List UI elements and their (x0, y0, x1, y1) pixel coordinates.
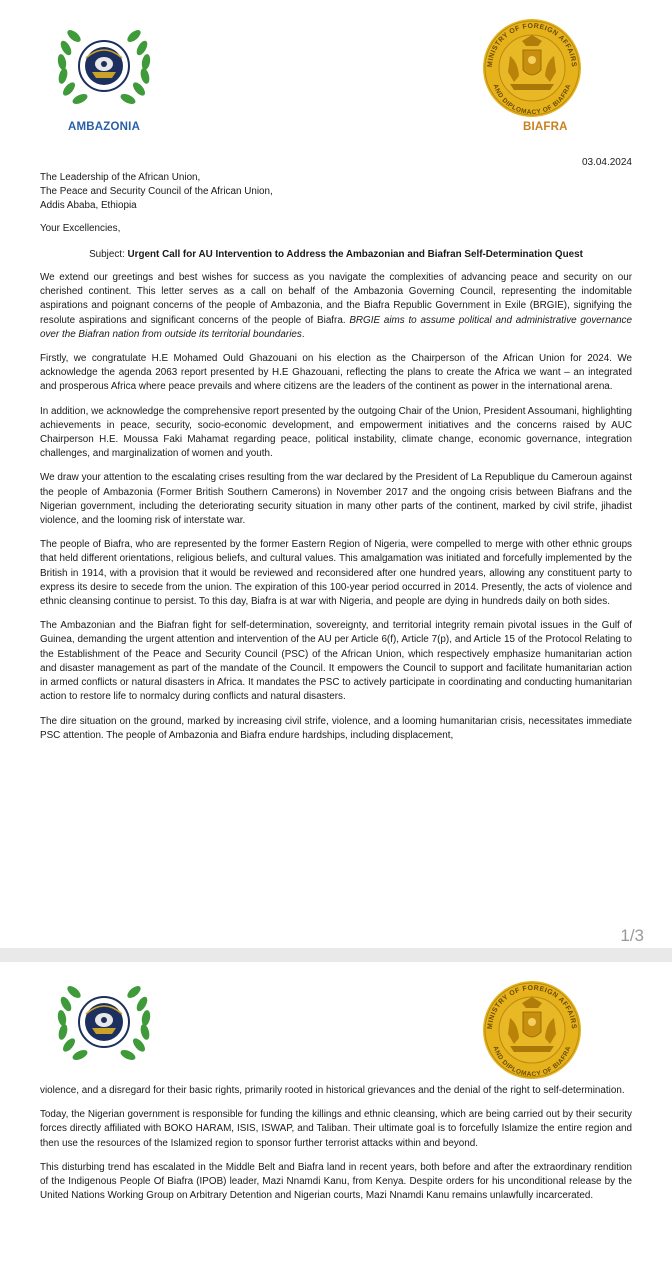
paragraph-crises: We draw your attention to the escalating crises resulting from the war declared by the President of La Republique du Cameroun against the people of Ambazonia (Former British Southern Camerons) in November 2017 and the ongoing crisis between Biafrans and the Nigerian government, including the deteriorating security situation in many other parts of the continent, marked by civil strife, jihadist violence, and the looming risk of interstate war. (40, 472, 632, 527)
letter-date: 03.04.2024 (581, 157, 632, 168)
seal-bottom-text: AND DIPLOMACY OF BIAFRA (491, 83, 573, 117)
paragraph-congratulations: Firstly, we congratulate H.E Mohamed Ould Ghazouani on his election as the Chairperson of the African Union for 2024. We acknowledge the agenda 2063 report presented by H.E Ghazouani, reflecting the plans to create the Africa we want – an integrated and prosperous Africa where peace prevails and where citizens are the leaders of the continent as power in the international arena. (40, 353, 632, 393)
subject-text: Urgent Call for AU Intervention to Address the Ambazonian and Biafran Self-Determination Quest (127, 248, 583, 260)
subject-label: Subject: (89, 248, 128, 260)
subject-line (40, 248, 632, 262)
salutation: Your Excellencies, (40, 222, 121, 234)
paragraph-self-determination: The Ambazonian and the Biafran fight for self-determination, sovereignty, and territorial integrity remain pivotal issues in the Gulf of Guinea, demanding the urgent attention and intervention of the AU per Article 6(f), Article 7(p), and Article 15 of the Protocol Relating to the Establishment of the Peace and Security Council (PSC) of the African Union, which respectively emphasize humanitarian action and disaster management as part of the mandate of the Council. It empowers the Council to support and facilitate humanitarian action in armed conflicts or natural disasters in Africa. It mandates the PSC to actively participate in coordinating and conducting humanitarian action to restore life to normalcy during conflicts and natural disasters. (40, 620, 632, 703)
biafra-seal (478, 14, 586, 127)
document-page-2 (0, 962, 672, 1280)
address-line: The Leadership of the African Union, (40, 172, 201, 183)
ambazonia-label: AMBAZONIA (68, 121, 141, 133)
address-line: The Peace and Security Council of the African Union, (40, 186, 273, 198)
ambazonia-emblem-icon (54, 976, 154, 1068)
letter-body-page-1 (40, 171, 632, 753)
paragraph-nigerian-government: Today, the Nigerian government is responsible for funding the killings and ethnic cleansing, which are being carried out by their security forces directly affiliated with BOKO HARAM, ISIS, ISWAP, and Taliban. Their ultimate goal is to forcefully Islamize the entire region and then use the resources of the Islamized region to sponsor further terrorist attacks within and beyond. (40, 1109, 632, 1149)
ambazonia-emblem-icon (54, 20, 154, 112)
seal-bottom-text: AND DIPLOMACY OF BIAFRA (491, 1045, 573, 1079)
ambazonia-logo (54, 976, 154, 1073)
paragraph-disturbing-trend: This disturbing trend has escalated in the Middle Belt and Biafra land in recent years, both before and after the extraordinary rendition of the Indigenous People Of Biafra (IPOB) leader, Mazi Nnamdi Kanu, from Kenya. Despite orders for his unconditional release by the United Nations Working Group on Arbitrary Detention and Nigerian courts, Mazi Nnamdi Kanu remains unlawfully incarcerated. (40, 1161, 632, 1202)
paragraph-dire-situation: The dire situation on the ground, marked by increasing civil strife, violence, and a looming humanitarian crisis, necessitates immediate PSC attention. The people of Ambazonia and Biafra endure hardships, including displacement, (40, 715, 632, 741)
letter-body-page-2 (40, 1084, 632, 1213)
paragraph-intro-italic: BRGIE aims to assume political and administrative governance over the Biafran nation from outside its territorial boundaries (40, 314, 632, 340)
biafra-seal-icon (478, 976, 586, 1084)
biafra-seal (478, 976, 586, 1089)
page-number: 1/3 (620, 926, 644, 945)
paragraph-intro-end: . (301, 328, 305, 340)
paragraph-acknowledgement: In addition, we acknowledge the comprehensive report presented by the outgoing Chair of the Union, President Assoumani, highlighting achievements in peace, security, socio-economic development, and empowerment initiatives and the concerns raised by AUC Chairperson H.E. Moussa Faki Mahamat regarding peace, political instability, climate change, economic governance, integration challenges, and marginalization of women and youth. (40, 405, 632, 460)
biafra-label: BIAFRA (523, 121, 568, 133)
paragraph-continuation: violence, and a disregard for their basic rights, primarily rooted in historical grievances and the denial of the right to self-determination. (40, 1085, 625, 1096)
address-line: Addis Ababa, Ethiopia (40, 200, 137, 212)
paragraph-intro (40, 271, 632, 342)
ambazonia-logo (54, 20, 154, 117)
recipient-address (40, 171, 632, 214)
seal-top-text: MINISTRY OF FOREIGN AFFAIRS (486, 984, 578, 1030)
paragraph-biafra-history: The people of Biafra, who are represented by the former Eastern Region of Nigeria, were compelled to merge with other ethnic groups that held different orientations, religious beliefs, and cultural values. This amalgamation was initiated and forcefully implemented by the British in 1914, with a provision that it would be reviewed and reconsidered after one hundred years, allowing any constituent party to express its desire to secede from the union. The expiration of this 100-year period occurred in 2014. Presently, the acts of violence and ethnic cleansing continue to persist. To this day, Biafra is at war with Nigeria, and people are dying in hundreds daily on both sides. (40, 539, 632, 608)
paragraph-intro-main: We extend our greetings and best wishes for success as you navigate the complexities of advancing peace and security on our cherished continent. This letter serves as a call on behalf of the Ambazonia Governing Council, representing the indomitable aspirations and poignant concerns of the people of Ambazonia, and the Biafra Republic Government in Exile (BRGIE), signifying the resolute aspirations and significant concerns of the people of Biafra. (40, 272, 632, 326)
biafra-seal-icon (478, 14, 586, 122)
seal-top-text: MINISTRY OF FOREIGN AFFAIRS (486, 22, 578, 68)
